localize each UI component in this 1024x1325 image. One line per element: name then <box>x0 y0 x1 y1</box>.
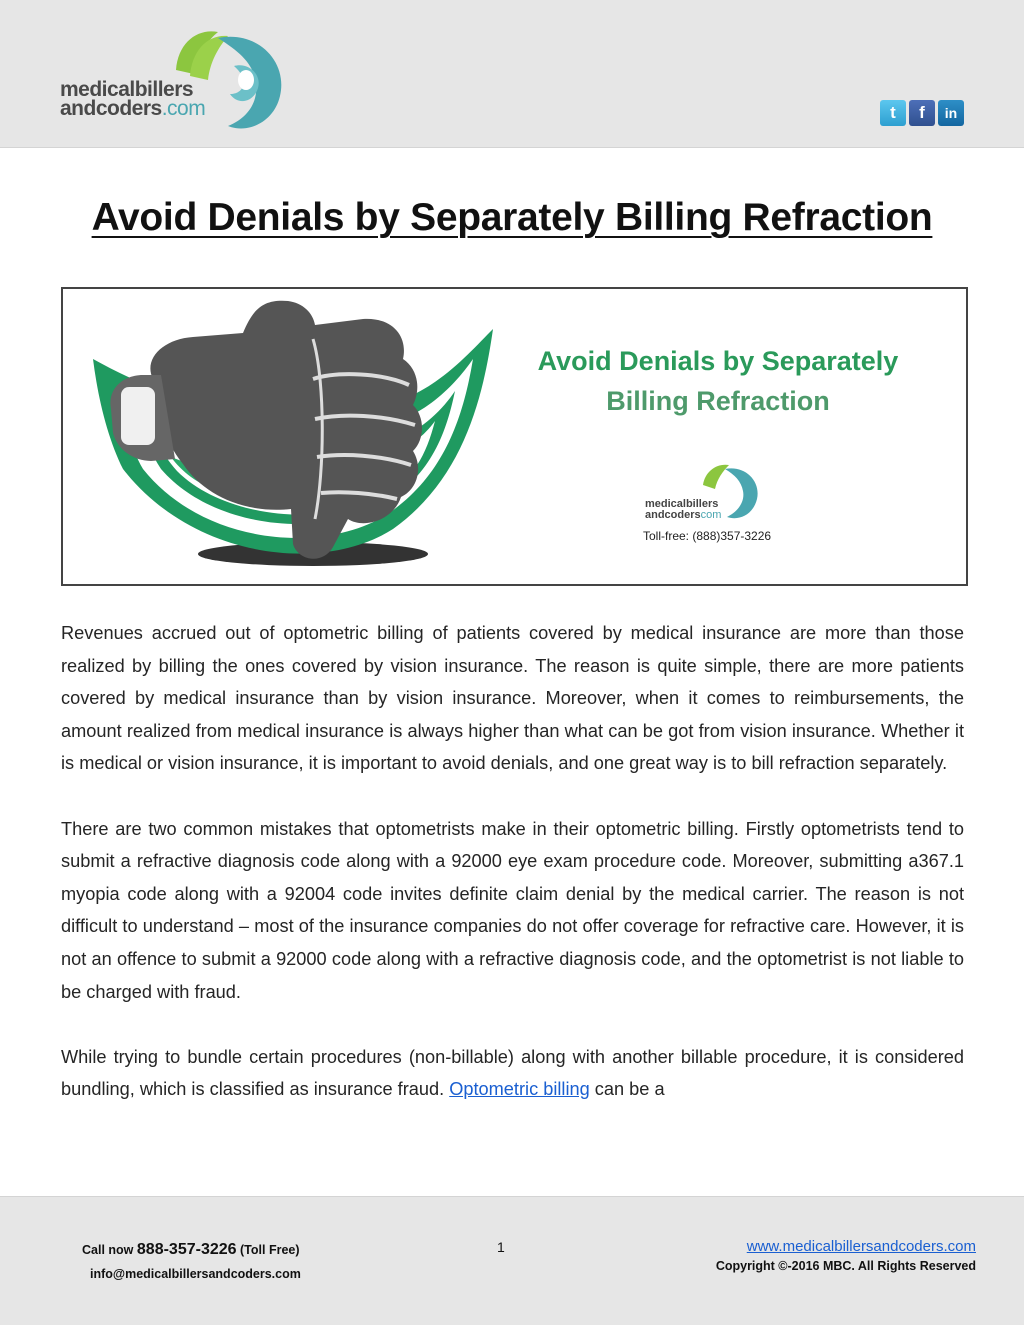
page-number: 1 <box>497 1239 505 1255</box>
paragraph-3 <box>61 1041 964 1106</box>
twitter-icon[interactable]: t <box>880 100 906 126</box>
copyright: Copyright ©-2016 MBC. All Rights Reserved <box>715 1259 976 1273</box>
banner-logo-suffix: com <box>700 509 722 521</box>
social-links <box>880 100 964 126</box>
thumbs-down-money-illustration <box>63 289 966 584</box>
page-title-text: Avoid Denials by Separately Billing Refraction <box>91 196 933 239</box>
company-logo[interactable] <box>58 22 298 132</box>
call-now-label: Call now <box>82 1243 134 1257</box>
footer-site <box>716 1238 976 1273</box>
paragraph-3-text: While trying to bundle certain procedures (non-billable) along with another billable procedure, it is considered bundling, which is classified as insurance fraud. <box>61 1046 964 1100</box>
logo-line-2: andcoders <box>60 97 162 120</box>
optometric-billing-link[interactable]: Optometric billing <box>449 1079 590 1100</box>
article-body <box>61 617 964 1139</box>
facebook-icon[interactable]: f <box>909 100 935 126</box>
banner-title <box>513 341 923 421</box>
banner-title-line-2: Billing Refraction <box>606 386 830 416</box>
page-footer <box>0 1196 1024 1325</box>
banner-tollfree: Toll-free: (888)357-3226 <box>643 529 772 543</box>
linkedin-icon[interactable]: in <box>938 100 964 126</box>
paragraph-2: There are two common mistakes that optometrists make in their optometric billing. Firstly optometrists tend to submit a refractive diagnosis code along with a 92000 eye exam procedure code. Moreover, submitting a367.1 myopia code along with a 92004 code invites definite claim denial by the medical carrier. The reason is not difficult to understand – most of the insurance companies do not offer coverage for refractive care. However, it is not an offence to submit a 92000 code along with a refractive diagnosis code, and the optometrist is not liable to be charged with fraud. <box>61 818 964 1002</box>
page-header <box>0 0 1024 148</box>
banner-logo-text <box>645 499 721 521</box>
logo-line-1: medicalbillers <box>60 78 194 101</box>
paragraph-1: Revenues accrued out of optometric billing of patients covered by medical insurance are more than those realized by billing the ones covered by vision insurance. The reason is quite simple, there are more patients covered by medical insurance than by vision insurance. Moreover, when it comes to reimbursements, the amount realized from medical insurance is always higher than what can be got from vision insurance. Whether it is medical or vision insurance, it is important to avoid denials, and one great way is to bill refraction separately. <box>61 623 964 774</box>
banner-title-line-1: Avoid Denials by Separately <box>537 346 899 376</box>
website-link[interactable]: www.medicalbillersandcoders.com <box>746 1238 976 1255</box>
footer-email[interactable]: info@medicalbillersandcoders.com <box>90 1267 301 1281</box>
logo-text <box>60 80 205 118</box>
phone-number[interactable]: 888-357-3226 <box>136 1241 237 1258</box>
footer-contact <box>82 1241 301 1281</box>
banner-image <box>61 287 968 586</box>
page-title <box>0 196 1024 240</box>
logo-suffix: .com <box>161 97 206 120</box>
toll-free-label: (Toll Free) <box>240 1243 300 1257</box>
banner-logo-line-1: medicalbillers <box>645 498 719 510</box>
paragraph-3-tail: can be a <box>594 1079 665 1100</box>
banner-logo-line-2: andcoders <box>645 509 701 521</box>
